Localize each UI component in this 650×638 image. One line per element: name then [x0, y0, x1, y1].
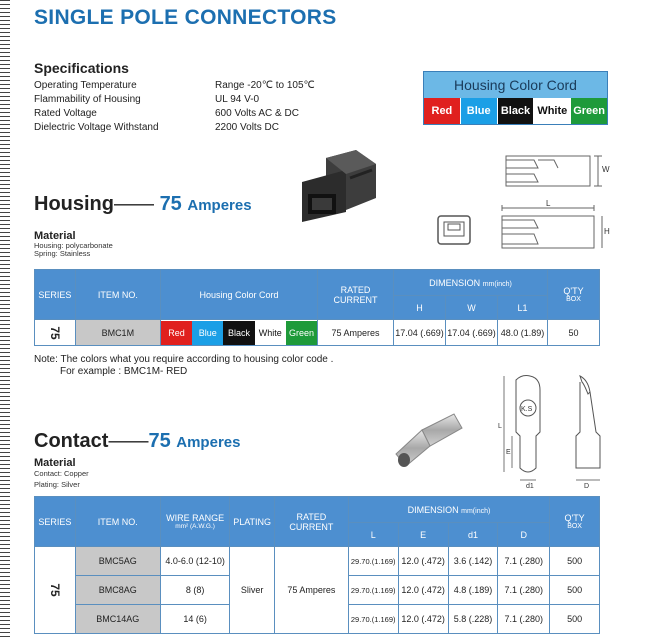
contact-qty-unit: BOX: [567, 523, 582, 530]
contact-dim-d: D: [498, 523, 550, 547]
housing-material-line-1: Spring: Stainless: [34, 249, 91, 258]
contact-side-view-diagram: [566, 372, 610, 490]
spec-label-0: Operating Temperature: [34, 80, 137, 91]
table-row: [35, 320, 600, 346]
contact-dim-d-0: 7.1 (.280): [498, 547, 550, 576]
contact-dim-d1-2: 5.8 (.228): [448, 605, 498, 634]
contact-spec-table: [34, 496, 600, 634]
housing-material-line-0: Housing: polycarbonate: [34, 241, 113, 250]
contact-qty-0: 500: [550, 547, 600, 576]
diagram-label-l: L: [546, 200, 551, 208]
housing-dim-w-value: 17.04 (.669): [445, 320, 497, 346]
contact-logo-text: K.S: [521, 406, 533, 413]
contact-col-qty: [550, 497, 600, 547]
spec-value-0: Range -20℃ to 105℃: [215, 80, 315, 91]
housing-col-qty: [548, 270, 600, 320]
contact-dimension-label: DIMENSION: [407, 504, 459, 515]
color-swatch-black: Black: [498, 98, 535, 124]
housing-rated-cell: 75 Amperes: [318, 320, 394, 346]
diagram-label-d: D: [584, 483, 590, 490]
housing-dimension-unit: mm(inch): [482, 280, 512, 288]
contact-front-view-diagram: [496, 372, 560, 490]
contact-dim-l-2: 29.70.(1.169): [348, 605, 398, 634]
diagram-label-e: E: [506, 449, 511, 456]
color-cord-title: Housing Color Cord: [424, 72, 607, 98]
contact-wire-1: 8 (8): [160, 576, 229, 605]
housing-series-value: 75: [47, 325, 62, 340]
spec-value-2: 600 Volts AC & DC: [215, 108, 299, 119]
housing-dim-w: W: [445, 296, 497, 320]
diagram-label-w: W: [602, 165, 610, 174]
specifications-heading: Specifications: [34, 60, 129, 76]
housing-dim-l1: L1: [497, 296, 547, 320]
contact-col-plating: PLATING: [230, 497, 275, 547]
housing-dim-h-value: 17.04 (.669): [393, 320, 445, 346]
housing-dim-l1-value: 48.0 (1.89): [497, 320, 547, 346]
housing-item-cell: BMC1M: [75, 320, 160, 346]
contact-item-2: BMC14AG: [75, 605, 160, 634]
contact-col-series: SERIES: [35, 497, 76, 547]
contact-col-rated: RATED CURRENT: [275, 497, 349, 547]
contact-dim-l: L: [348, 523, 398, 547]
contact-wire-unit: mm² (A.W.G.): [175, 523, 215, 530]
housing-color-cord-box: [423, 71, 608, 125]
color-swatch-red: Red: [424, 98, 461, 124]
row-color-blue: Blue: [192, 321, 223, 345]
housing-spec-table: [34, 269, 600, 346]
housing-amps-value: 75: [159, 193, 182, 215]
housing-title-text: Housing: [34, 193, 114, 215]
housing-qty-unit: BOX: [566, 296, 581, 303]
contact-dim-d1-0: 3.6 (.142): [448, 547, 498, 576]
contact-col-item: ITEM NO.: [75, 497, 160, 547]
contact-dimension-unit: mm(inch): [461, 507, 491, 515]
contact-product-image: [392, 408, 466, 470]
spec-label-2: Rated Voltage: [34, 108, 97, 119]
contact-series-value: 75: [47, 583, 62, 597]
contact-item-0: BMC5AG: [75, 547, 160, 576]
contact-title-text: Contact: [34, 430, 109, 452]
page-title: SINGLE POLE CONNECTORS: [34, 6, 337, 29]
row-color-green: Green: [286, 321, 317, 345]
housing-amps-unit: Amperes: [187, 197, 252, 214]
contact-wire-0: 4.0-6.0 (12-10): [160, 547, 229, 576]
diagram-label-contact-l: L: [498, 423, 502, 430]
housing-note-line1: Note: The colors what you require according to housing color code .: [34, 354, 334, 365]
housing-side-view-diagram: [494, 200, 616, 252]
contact-col-wire: [160, 497, 229, 547]
contact-wire-2: 14 (6): [160, 605, 229, 634]
housing-series-cell: [35, 320, 76, 346]
row-color-red: Red: [161, 321, 192, 345]
housing-col-series: SERIES: [35, 270, 76, 320]
contact-qty-2: 500: [550, 605, 600, 634]
contact-item-1: BMC8AG: [75, 576, 160, 605]
page-edge-ruler: [0, 0, 10, 638]
contact-col-dimension: [348, 497, 549, 523]
row-color-black: Black: [223, 321, 254, 345]
housing-col-item: ITEM NO.: [75, 270, 160, 320]
contact-dim-e-0: 12.0 (.472): [398, 547, 448, 576]
housing-col-dimension: [393, 270, 547, 296]
contact-dim-d1: d1: [448, 523, 498, 547]
row-color-white: White: [255, 321, 286, 345]
contact-wire-label: WIRE RANGE: [166, 513, 225, 523]
housing-product-image: [298, 148, 380, 226]
contact-material-heading: Material: [34, 457, 76, 469]
contact-series-cell: [35, 547, 76, 634]
housing-qty-value: 50: [548, 320, 600, 346]
contact-plating-cell: Sliver: [230, 547, 275, 634]
housing-col-color: Housing Color Cord: [160, 270, 317, 320]
housing-front-view-diagram: [436, 212, 474, 248]
diagram-label-h: H: [604, 227, 610, 236]
contact-dim-d1-1: 4.8 (.189): [448, 576, 498, 605]
contact-dim-e-2: 12.0 (.472): [398, 605, 448, 634]
housing-top-view-diagram: [498, 150, 618, 194]
housing-material-heading: Material: [34, 230, 76, 242]
contact-qty-1: 500: [550, 576, 600, 605]
color-swatch-blue: Blue: [461, 98, 498, 124]
spec-label-3: Dielectric Voltage Withstand: [34, 122, 159, 133]
spec-value-1: UL 94 V-0: [215, 94, 260, 105]
housing-note-line2: For example : BMC1M- RED: [60, 366, 188, 377]
housing-dim-h: H: [393, 296, 445, 320]
contact-material-line-0: Contact: Copper: [34, 469, 89, 478]
spec-label-1: Flammability of Housing: [34, 94, 141, 105]
spec-value-3: 2200 Volts DC: [215, 122, 279, 133]
contact-section-title: [34, 430, 240, 453]
contact-qty-label: Q'TY: [564, 513, 585, 523]
diagram-label-d1: d1: [526, 483, 534, 490]
color-swatch-green: Green: [571, 98, 607, 124]
contact-rated-cell: 75 Amperes: [275, 547, 349, 634]
contact-dim-l-0: 29.70.(1.169): [348, 547, 398, 576]
table-row: [35, 547, 600, 576]
contact-dim-d-1: 7.1 (.280): [498, 576, 550, 605]
housing-title-dash: ——: [114, 193, 154, 215]
contact-amps-value: 75: [148, 430, 171, 452]
housing-color-cell: [160, 320, 317, 346]
contact-dim-d-2: 7.1 (.280): [498, 605, 550, 634]
housing-qty-label: Q'TY: [563, 286, 584, 296]
contact-dim-e-1: 12.0 (.472): [398, 576, 448, 605]
color-swatch-white: White: [534, 98, 571, 124]
housing-col-rated: RATED CURRENT: [318, 270, 394, 320]
contact-dim-l-1: 29.70.(1.169): [348, 576, 398, 605]
contact-amps-unit: Amperes: [176, 434, 241, 451]
contact-dim-e: E: [398, 523, 448, 547]
housing-section-title: [34, 193, 252, 216]
contact-title-dash: ——: [108, 430, 149, 452]
housing-dimension-label: DIMENSION: [429, 277, 481, 288]
contact-material-line-1: Plating: Silver: [34, 480, 80, 489]
